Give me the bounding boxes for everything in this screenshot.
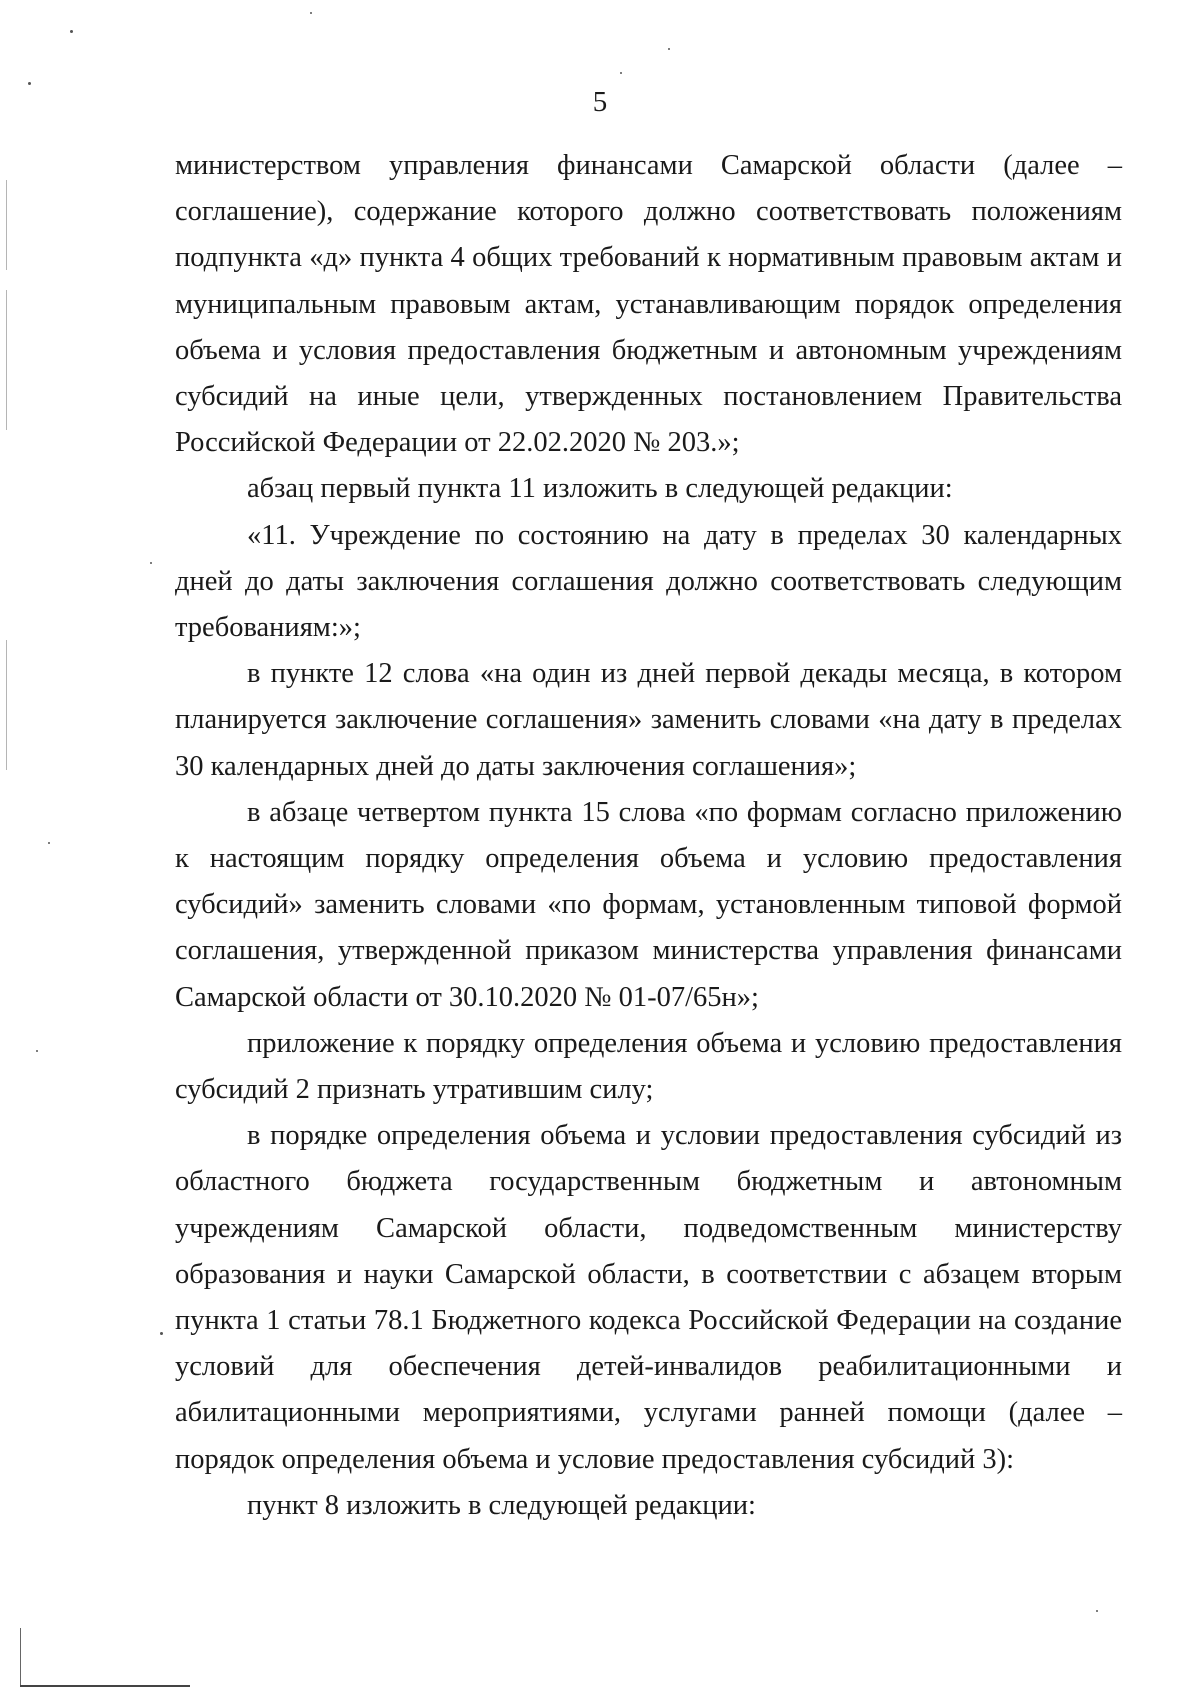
scan-speck xyxy=(150,562,152,564)
paragraph: абзац первый пункта 11 изложить в следующей редакции: xyxy=(247,473,953,505)
scan-speck xyxy=(620,72,622,74)
paragraph: приложение к порядку определения объема и условию предоставления субсидий 2 признать утратившим силу; xyxy=(175,1027,1122,1106)
paragraph: в порядке определения объема и условии предоставления субсидий из областного бюджета государственным бюджетным и автономным учреждениям Самарской области, подведомственным министерству образования и науки Самарской области, в соответствии с абзацем вторым пункта 1 статьи 78.1 Бюджетного кодекса Российской Федерации на создание условий для обеспечения детей-инвалидов реабилитационными и абилитационными мероприятиями, услугами ранней помощи (далее – порядок определения объема и условие предоставления субсидий 3): xyxy=(175,1120,1122,1475)
scan-edge-mark xyxy=(20,1628,21,1686)
scan-margin-line xyxy=(6,640,7,770)
scan-speck xyxy=(668,48,670,50)
scan-speck xyxy=(1096,1610,1098,1612)
scan-margin-line xyxy=(6,290,7,430)
paragraph: в пункте 12 слова «на один из дней первой декады месяца, в котором планируется заключение соглашения» заменить словами «на дату в пределах 30 календарных дней до даты заключения соглашения»; xyxy=(175,658,1122,782)
scan-edge-mark xyxy=(20,1685,190,1687)
scan-speck xyxy=(36,1050,38,1052)
paragraph: пункт 8 изложить в следующей редакции: xyxy=(247,1489,756,1521)
paragraph: в абзаце четвертом пункта 15 слова «по формам согласно приложению к настоящим порядку определения объема и условию предоставления субсидий» заменить словами «по формам, установленным типовой формой соглашения, утвержденной приказом министерства управления финансами Самарской области от 30.10.2020 № 01-07/65н»; xyxy=(175,796,1122,1013)
paragraph: «11. Учреждение по состоянию на дату в пределах 30 календарных дней до даты заключения соглашения должно соответствовать следующим требованиям:»; xyxy=(175,519,1122,644)
paragraph-continuation: министерством управления финансами Самарской области (далее – соглашение), содержание которого должно соответствовать положениям подпункта «д» пункта 4 общих требований к нормативным правовым актам и муниципальным правовым актам, устанавливающим порядок определения объема и условия предоставления бюджетным и автономным учреждениям субсидий на иные цели, утвержденных постановлением Правительства Российской Федерации от 22.02.2020 № 203.»; xyxy=(175,150,1122,459)
scan-margin-line xyxy=(6,180,7,270)
scan-speck xyxy=(70,30,73,33)
scan-speck xyxy=(28,82,31,85)
document-body xyxy=(175,143,1122,1529)
scan-speck xyxy=(48,842,50,844)
page-number: 5 xyxy=(592,86,608,118)
scan-speck xyxy=(160,1332,163,1335)
scan-speck xyxy=(310,12,312,14)
